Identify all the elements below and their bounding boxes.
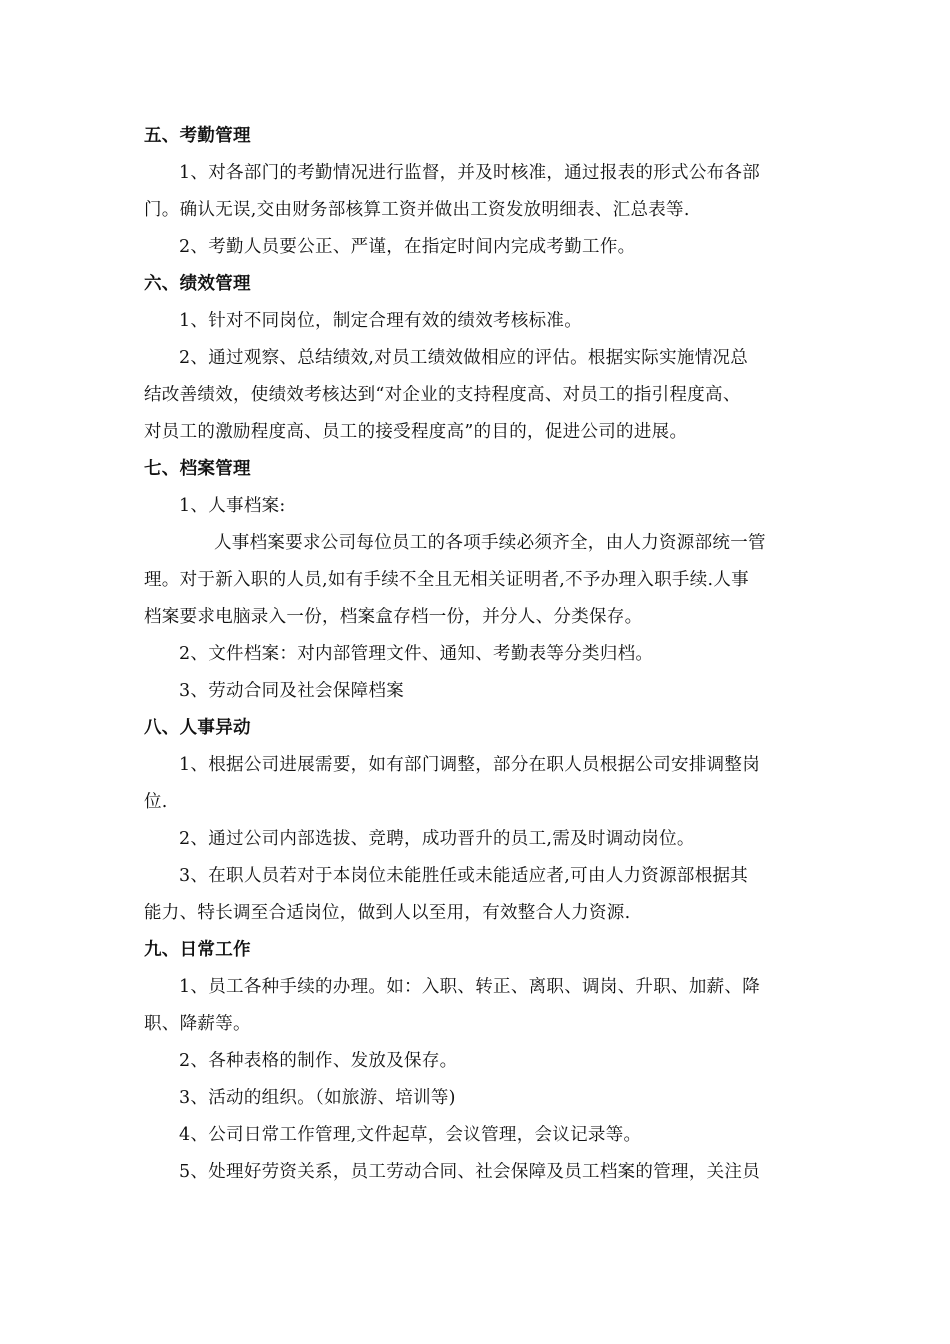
paragraph-line: 1、根据公司进展需要，如有部门调整，部分在职人员根据公司安排调整岗 — [179, 755, 761, 775]
paragraph-line: 5、处理好劳资关系，员工劳动合同、社会保障及员工档案的管理，关注员 — [179, 1162, 761, 1182]
section-heading-attendance: 五、考勤管理 — [144, 126, 251, 146]
paragraph-line: 位. — [144, 792, 168, 812]
paragraph-line: 2、各种表格的制作、发放及保存。 — [179, 1051, 458, 1071]
section-heading-daily-work: 九、日常工作 — [144, 940, 251, 960]
section-heading-personnel-changes: 八、人事异动 — [144, 718, 251, 738]
paragraph-line: 人事档案要求公司每位员工的各项手续必须齐全，由人力资源部统一管 — [214, 533, 766, 553]
paragraph-line: 3、劳动合同及社会保障档案 — [179, 681, 405, 701]
paragraph-line: 1、人事档案: — [179, 496, 286, 516]
paragraph-line: 对员工的激励程度高、员工的接受程度高”的目的，促进公司的进展。 — [144, 422, 688, 442]
paragraph-line: 职、降薪等。 — [144, 1014, 251, 1034]
paragraph-line: 4、公司日常工作管理,文件起草，会议管理，会议记录等。 — [179, 1125, 642, 1145]
paragraph-line: 2、考勤人员要公正、严谨，在指定时间内完成考勤工作。 — [179, 237, 636, 257]
paragraph-line: 3、在职人员若对于本岗位未能胜任或未能适应者,可由人力资源部根据其 — [179, 866, 749, 886]
paragraph-line: 1、员工各种手续的办理。如：入职、转正、离职、调岗、升职、加薪、降 — [179, 977, 761, 997]
paragraph-line: 2、通过观察、总结绩效,对员工绩效做相应的评估。根据实际实施情况总 — [179, 348, 749, 368]
paragraph-line: 1、针对不同岗位，制定合理有效的绩效考核标准。 — [179, 311, 583, 331]
paragraph-line: 档案要求电脑录入一份，档案盒存档一份，并分人、分类保存。 — [144, 607, 643, 627]
section-heading-performance: 六、绩效管理 — [144, 274, 251, 294]
paragraph-line: 能力、特长调至合适岗位，做到人以至用，有效整合人力资源. — [144, 903, 631, 923]
paragraph-line: 门。确认无误,交由财务部核算工资并做出工资发放明细表、汇总表等. — [144, 200, 690, 220]
paragraph-line: 2、文件档案：对内部管理文件、通知、考勤表等分类归档。 — [179, 644, 654, 664]
paragraph-line: 3、活动的组织。（如旅游、培训等) — [179, 1088, 456, 1108]
paragraph-line: 结改善绩效，使绩效考核达到“对企业的支持程度高、对员工的指引程度高、 — [144, 385, 741, 405]
section-heading-archives: 七、档案管理 — [144, 459, 251, 479]
paragraph-line: 2、通过公司内部选拔、竞聘，成功晋升的员工,需及时调动岗位。 — [179, 829, 695, 849]
paragraph-line: 理。对于新入职的人员,如有手续不全且无相关证明者,不予办理入职手续.人事 — [144, 570, 749, 590]
document-body — [144, 118, 806, 1191]
paragraph-line: 1、对各部门的考勤情况进行监督，并及时核准，通过报表的形式公布各部 — [179, 163, 761, 183]
